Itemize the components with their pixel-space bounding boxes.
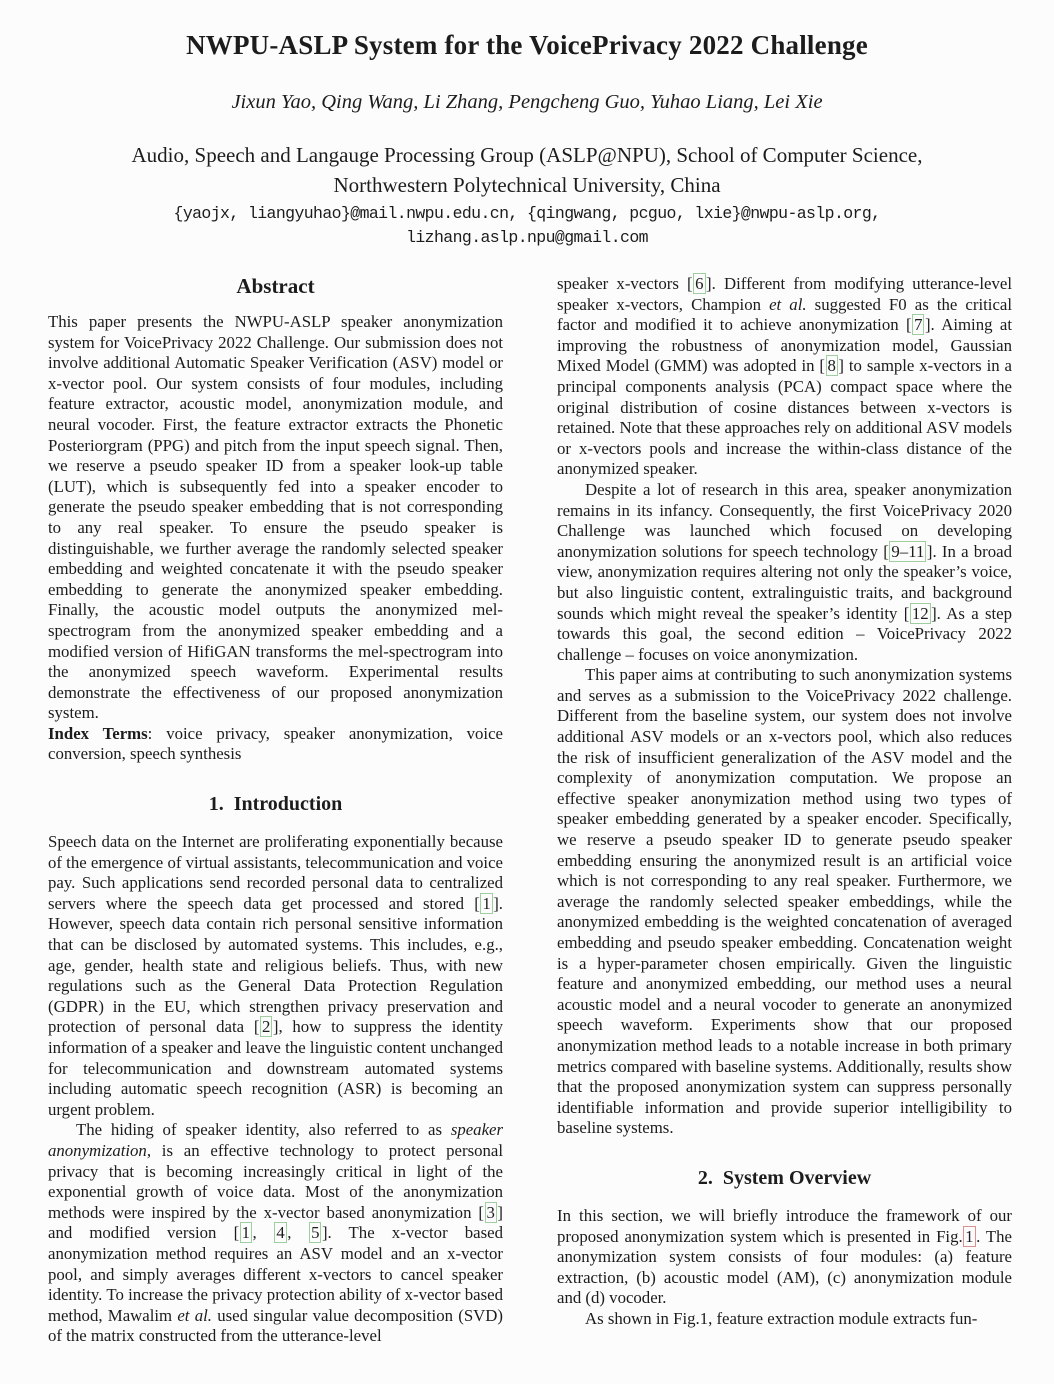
paragraph: In this section, we will briefly introduce the framework of our proposed anonymization system which is presented in Fig. 1 . The anonymization system consists of four modules: (a) feature extraction, (b) acoustic model (AM), (c) anonymization module and (d) vocoder. [557,1205,1012,1308]
email-line-2: lizhang.aslp.npu@gmail.com [406,228,648,247]
italic-text: et al. [177,1305,212,1325]
citation-link[interactable]: 1 [482,893,491,913]
affiliation-line-2: Northwestern Polytechnical University, China [333,173,721,197]
figure-link[interactable]: 1 [965,1226,974,1246]
section-heading-introduction: 1. Introduction [208,793,343,816]
citation-link[interactable]: 4 [276,1223,285,1243]
paragraph: speaker x-vectors [ 6 ]. Different from modifying utterance-level speaker x-vectors, Champion et al. suggested F0 as the critical factor and modified it to achieve anonymization [ 7 ]. Aiming at improving the robustness of anonymization model, Gaussian Mixed Model (GMM) was adopted in [ 8 ] to sample x-vectors in a principal components analysis (PCA) compact space where the original distribution of cosine distances between x-vectors is retained. Note that these approaches rely on additional ASV models or x-vectors pools and increase the within-class distance of the anonymized speaker. [557,274,1013,479]
paragraph: This paper aims at contributing to such anonymization systems and serves as a submission to the VoicePrivacy 2022 challenge. Different from the baseline system, our system does not involve additional ASV models or an x-vectors pool, which also reduces the risk of insufficient generalization of the ASV model and the complexity of anonymization computation. We propose an effective speaker anonymization method using two types of speaker embedding generated by a speaker encoder. Specifically, we reserve a pseudo speaker ID to generate pseudo speaker embedding ensuring the anonymized result is an artificial voice which is not corresponding to any real speaker. Furthermore, we average the randomly selected speaker embeddings, while the anonymized embedding is the weighted concatenation of averaged embedding and pseudo speaker embedding. Concatenation weight is a hyper-parameter chosen empirically. Given the linguistic feature and anonymized embedding, our method uses a neural acoustic model and a neural vocoder to generate an anonymized speech waveform. Experiments show that our proposed anonymization method leads to a notable increase in both primary metrics compared with baseline systems. Additionally, results show that the proposed anonymization system can suppress personally identifiable information and provide superior intelligibility to baseline systems. [557,665,1012,1138]
author-emails [0,202,1054,250]
paragraph: Despite a lot of research in this area, speaker anonymization remains in its infancy. Consequently, the first VoicePrivacy 2020 Challenge was launched which focused on developing anonymization solutions for speech technology [ 9–11 ]. In a broad view, anonymization requires altering not only the speaker’s voice, but also linguistic content, extralinguistic traits, and background sounds which might reveal the speaker’s identity [ 12 ]. As a step towards this goal, the second edition – VoicePrivacy 2022 challenge – focuses on voice anonymization. [557,479,1012,664]
affiliation [0,140,1054,200]
paragraph: Speech data on the Internet are proliferating exponentially because of the emergence of virtual assistants, telecommunication and voice pay. Such applications send recorded personal data to centralized servers where the speech data get processed and stored [ 1 ]. However, speech data contain rich personal sensitive information that can be disclosed by automated systems. This includes, e.g., age, gender, health state and religious beliefs. Thus, with new regulations such as the General Data Protection Regulation (GDPR) in the EU, which strengthen privacy preservation and protection of personal data [ 2 ], how to suppress the identity information of a speaker and leave the linguistic content unchanged for telecommunication and downstream automated systems including automatic speech recognition (ASR) is becoming an urgent problem. [48,832,503,1119]
citation-link[interactable]: 3 [486,1202,495,1222]
citation-link[interactable]: 1 [241,1223,251,1243]
paper-authors: Jixun Yao, Qing Wang, Li Zhang, Pengcheng Guo, Yuhao Liang, Lei Xie [231,91,823,113]
index-terms-label: Index Terms [48,723,148,743]
abstract-heading: Abstract [236,274,315,298]
italic-text: et al. [769,294,807,314]
two-column-body [0,274,1054,1347]
paragraph: Index Terms: voice privacy, speaker anonymization, voice conversion, speech synthesis [48,723,503,764]
citation-link[interactable]: 12 [911,603,929,623]
citation-link[interactable]: 7 [914,315,923,335]
right-column [557,274,1012,1347]
paper-title: NWPU-ASLP System for the VoicePrivacy 2022 Challenge [186,30,868,60]
left-column [48,274,503,1347]
email-line-1: {yaojx, liangyuhao}@mail.nwpu.edu.cn, {qingwang, pcguo, lxie}@nwpu-aslp.org, [173,204,881,223]
citation-link[interactable]: 9–11 [891,541,925,561]
citation-link[interactable]: 8 [827,356,836,376]
paragraph: The hiding of speaker identity, also referred to as speaker anonymization, is an effective technology to protect personal privacy that is becoming increasingly critical in light of the exponential growth of voice data. Most of the anonymization methods were inspired by the x-vector based anonymization [ 3 ] and modified version [ 1 , 4 , 5 ]. The x-vector based anonymization method requires an ASV model and an x-vector pool, and simply averages different x-vectors to cancel speaker identity. To increase the privacy protection ability of x-vector based method, Mawalim et al. used singular value decomposition (SVD) of the matrix constructed from the utterance-level [48,1120,503,1346]
citation-link[interactable]: 6 [695,274,704,293]
paragraph: As shown in Fig.1, feature extraction module extracts fun- [585,1308,978,1328]
paragraph: This paper presents the NWPU-ASLP speaker anonymization system for VoicePrivacy 2022 Challenge. Our submission does not involve additional Automatic Speaker Verification (ASV) model or x-vector pool. Our system consists of four modules, including feature extractor, acoustic model, anonymization module, and neural vocoder. First, the feature extractor extracts the Phonetic Posteriorgram (PPG) and pitch from the input speech signal. Then, we reserve a pseudo speaker ID from a speaker look-up table (LUT), which is subsequently fed into a speaker encoder to generate the pseudo speaker embedding that is not corresponding to any real speaker. To ensure the pseudo speaker is distinguishable, we further average the randomly selected speaker embedding and weighted concatenate it with the pseudo speaker embedding to generate the anonymized speaker embedding. Finally, the acoustic model outputs the anonymized mel-spectrogram from the anonymized speaker embedding and a modified version of HifiGAN transforms the mel-spectrogram into the anonymized speech waveform. Experimental results demonstrate the effectiveness of our proposed anonymization system. [48,312,503,723]
citation-link[interactable]: 2 [261,1017,271,1037]
italic-text: speaker anonymization [48,1120,503,1160]
affiliation-line-1: Audio, Speech and Langauge Processing Group (ASLP@NPU), School of Computer Science, [131,143,923,167]
section-heading-system-overview: 2. System Overview [697,1166,872,1189]
citation-link[interactable]: 5 [311,1223,320,1243]
